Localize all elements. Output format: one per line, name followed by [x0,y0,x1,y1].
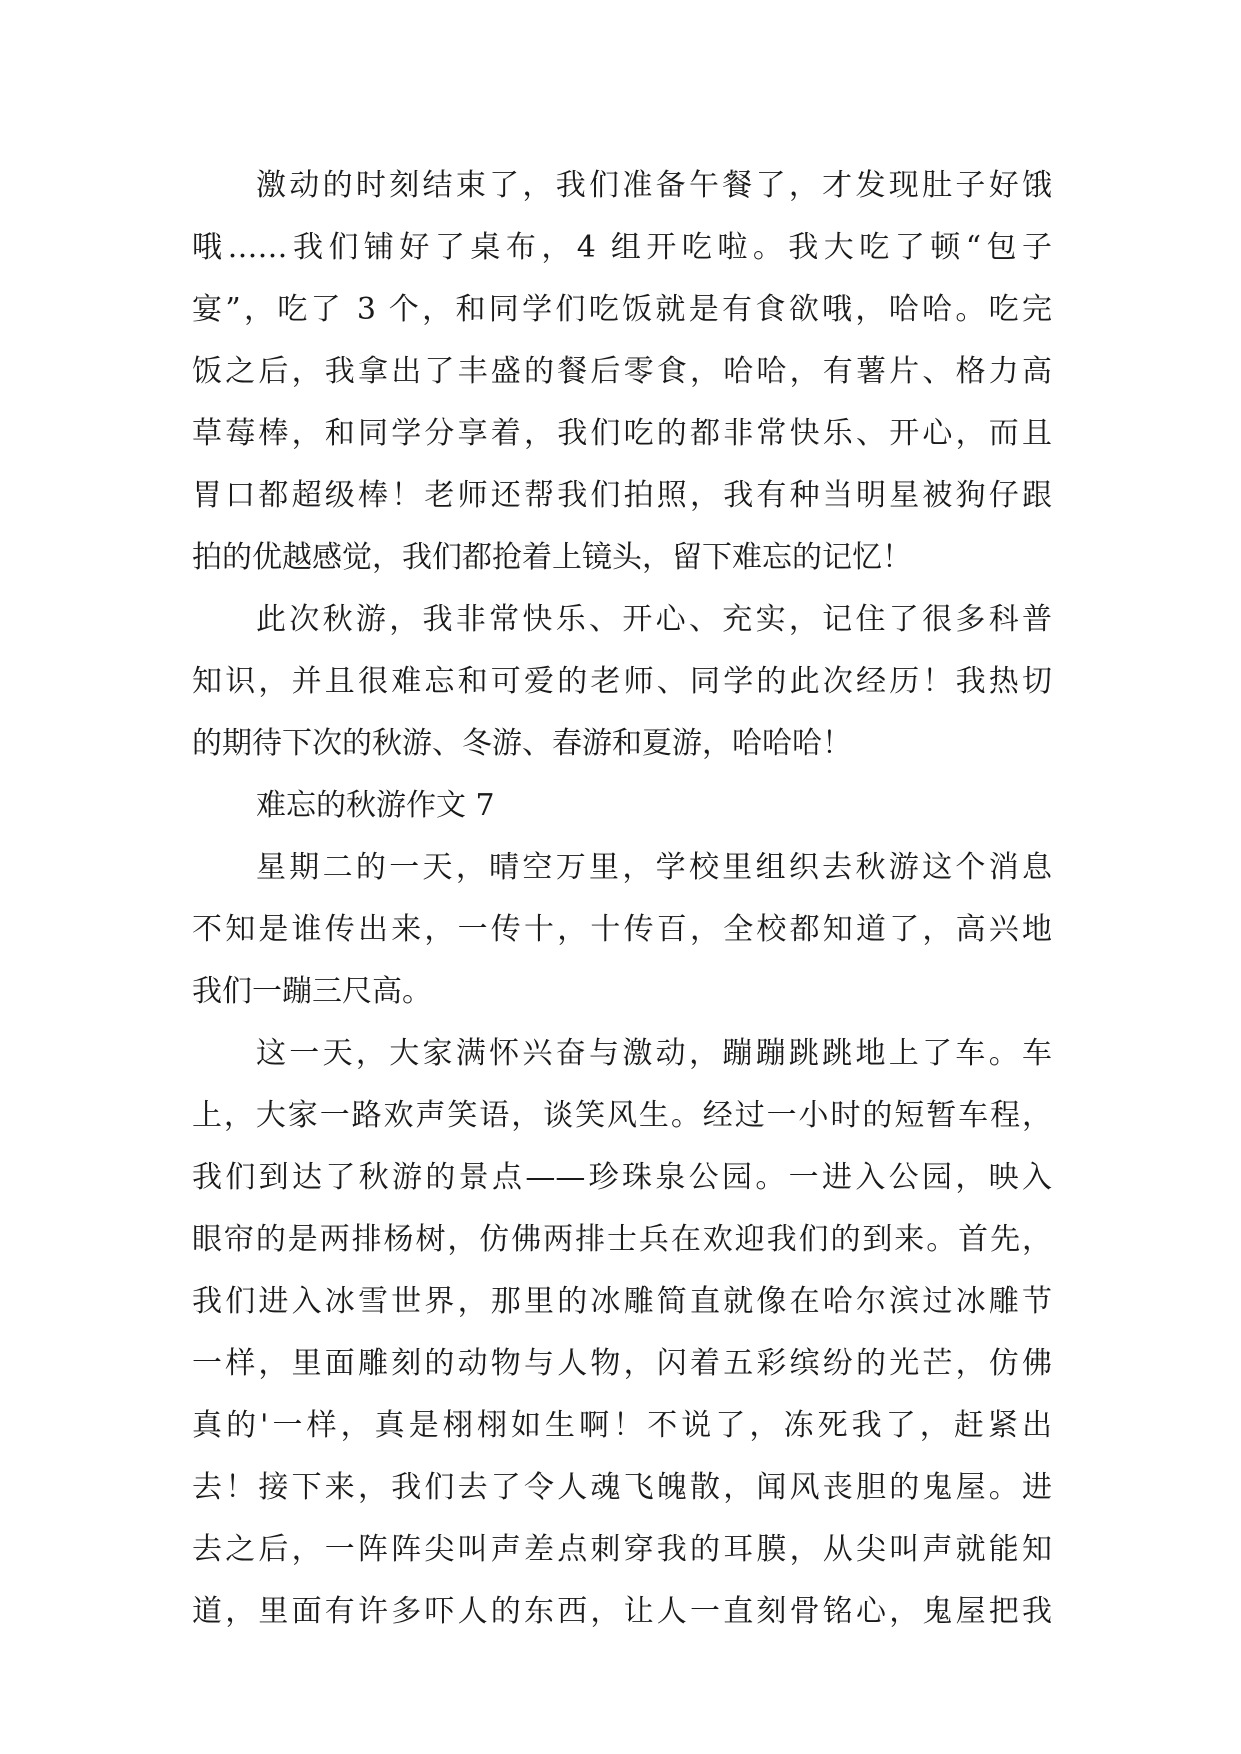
text-line: 哦……我们铺好了桌布，4 组开吃啦。我大吃了顿“包子 [192,230,1052,265]
text-line: 知识，并且很难忘和可爱的老师、同学的此次经历！我热切 [192,664,1052,699]
text-line: 草莓棒，和同学分享着，我们吃的都非常快乐、开心，而且 [192,416,1052,451]
text-line: 此次秋游，我非常快乐、开心、充实，记住了很多科普 [256,602,1052,637]
text-line: 饭之后，我拿出了丰盛的餐后零食，哈哈，有薯片、格力高 [192,354,1052,389]
text-line: 我们到达了秋游的景点——珍珠泉公园。一进入公园，映入 [192,1160,1052,1195]
text-line: 我们一蹦三尺高。 [192,974,432,1009]
text-line: 一样，里面雕刻的动物与人物，闪着五彩缤纷的光芒，仿佛 [192,1346,1052,1381]
text-line: 去！接下来，我们去了令人魂飞魄散，闻风丧胆的鬼屋。进 [192,1470,1052,1505]
text-line: 的期待下次的秋游、冬游、春游和夏游，哈哈哈！ [192,726,852,761]
section-heading: 难忘的秋游作文 7 [256,788,495,823]
text-line: 星期二的一天，晴空万里，学校里组织去秋游这个消息 [256,850,1052,885]
text-line: 拍的优越感觉，我们都抢着上镜头，留下难忘的记忆！ [192,540,912,575]
text-line: 上，大家一路欢声笑语，谈笑风生。经过一小时的短暂车程， [192,1098,1052,1133]
text-line: 我们进入冰雪世界，那里的冰雕简直就像在哈尔滨过冰雕节 [192,1284,1052,1319]
text-line: 这一天，大家满怀兴奋与激动，蹦蹦跳跳地上了车。车 [256,1036,1052,1071]
text-line: 不知是谁传出来，一传十，十传百，全校都知道了，高兴地 [192,912,1052,947]
text-line: 道，里面有许多吓人的东西，让人一直刻骨铭心，鬼屋把我 [192,1594,1052,1629]
text-line: 胃口都超级棒！老师还帮我们拍照，我有种当明星被狗仔跟 [192,478,1052,513]
text-line: 眼帘的是两排杨树，仿佛两排士兵在欢迎我们的到来。首先， [192,1222,1052,1257]
text-line: 宴”，吃了 3 个，和同学们吃饭就是有食欲哦，哈哈。吃完 [192,292,1052,327]
text-line: 去之后，一阵阵尖叫声差点刺穿我的耳膜，从尖叫声就能知 [192,1532,1052,1567]
text-line: 激动的时刻结束了，我们准备午餐了，才发现肚子好饿 [256,168,1052,203]
text-line: 真的'一样，真是栩栩如生啊！不说了，冻死我了，赶紧出 [192,1408,1052,1443]
